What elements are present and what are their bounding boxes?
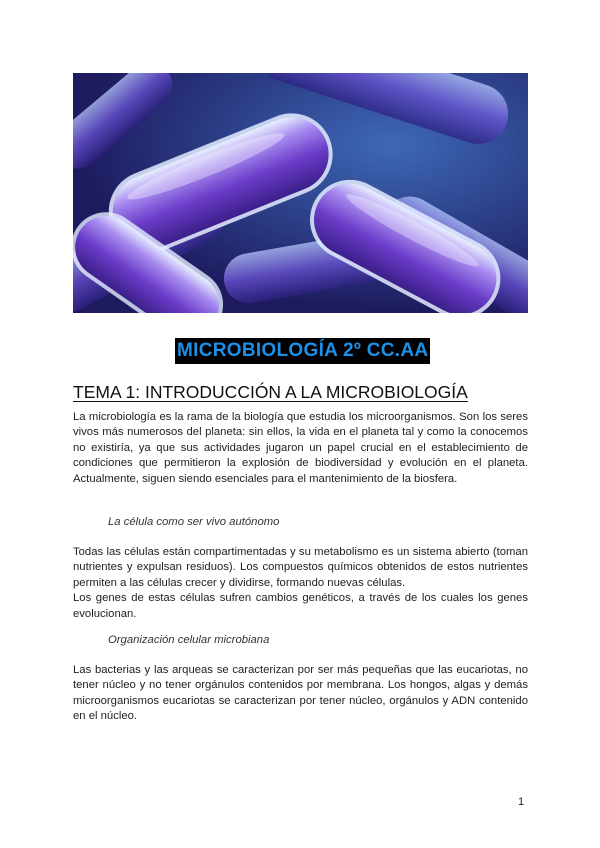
bacteria-illustration bbox=[73, 73, 528, 313]
bacteria-image bbox=[73, 73, 528, 313]
intro-paragraph: La microbiología es la rama de la biología que estudia los microorganismos. Son los seres vivos más numerosos del planeta: sin ellos, la vida en el planeta tal y como la conocemos no existiría, ya que sus actividades jugaron un papel crucial en el establecimiento de condiciones que permitieron la explosión de biodiversidad y evolución en el planeta. Actualmente, siguen siendo esenciales para el mantenimiento de la biosfera. bbox=[73, 411, 528, 485]
organization-paragraph: Las bacterias y las arqueas se caracterizan por ser más pequeñas que las eucariotas, no tener núcleo y no tener orgánulos contenidos por membrana. Los hongos, algas y demás microorganismos eucariotas se caracterizan por tener núcleo, orgánulos y ADN contenido en el núcleo. bbox=[73, 664, 528, 723]
cell-paragraph-text-2: Los genes de estas células sufren cambios genéticos, a través de los cuales los genes evolucionan. bbox=[73, 592, 528, 620]
page-number: 1 bbox=[518, 796, 525, 808]
subsection-heading-organization: Organización celular microbiana bbox=[108, 634, 270, 646]
subsection-heading-cell: La célula como ser vivo autónomo bbox=[108, 516, 280, 528]
cell-paragraph-text-1: Todas las células están compartimentadas y su metabolismo es un sistema abierto (toman nutrientes y expulsan residuos). Los compuestos químicos obtenidos de estos nutrientes permiten a las células crecer y dividirse, formando nuevas células. bbox=[73, 546, 528, 589]
cell-paragraph bbox=[73, 545, 528, 622]
document-title: MICROBIOLOGÍA 2º CC.AA bbox=[175, 338, 430, 364]
section-heading: TEMA 1: INTRODUCCIÓN A LA MICROBIOLOGÍA bbox=[73, 382, 468, 402]
